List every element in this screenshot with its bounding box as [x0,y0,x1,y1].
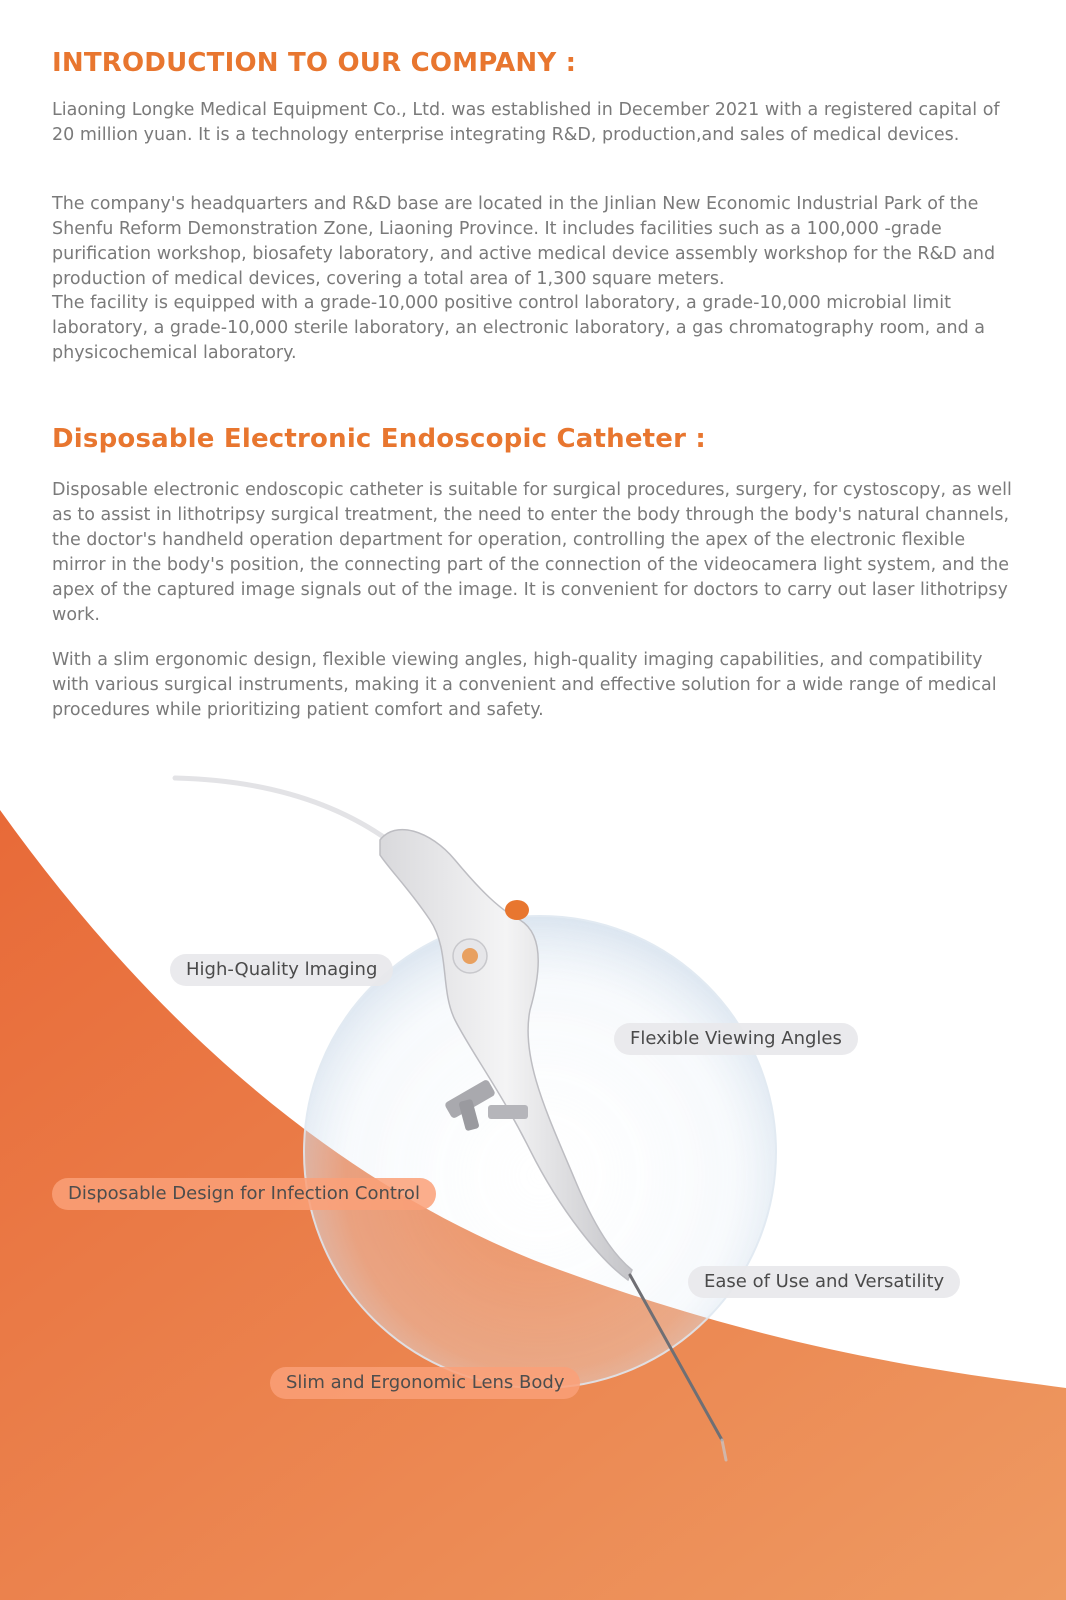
feature-label-ease-of-use: Ease of Use and Versatility [688,1266,960,1298]
intro-paragraph-3: The facility is equipped with a grade-10,000 positive control laboratory, a grade-10,000 microbial limit laboratory, a grade-10,000 sterile laboratory, an electronic laboratory, a gas chromatography room, and a physicochemical laboratory. [52,293,986,363]
feature-label-slim-body: Slim and Ergonomic Lens Body [270,1367,580,1399]
product-title: Disposable Electronic Endoscopic Catheter : [52,424,707,454]
feature-label-disposable-design: Disposable Design for Infection Control [52,1178,436,1210]
endoscope-cable [175,778,385,838]
feature-label-imaging: High-Quality lmaging [170,954,393,986]
product-paragraph-2: With a slim ergonomic design, flexible viewing angles, high-quality imaging capabilities, and compatibility with various surgical instruments, making it a convenient and effective solution for a wide range of medical procedures while prioritizing patient comfort and safety. [52,650,997,720]
intro-paragraph-2: The company's headquarters and R&D base are located in the Jinlian New Economic Industrial Park of the Shenfu Reform Demonstration Zone, Liaoning Province. It includes facilities such as a 100,000 -grade purification workshop, biosafety laboratory, and active medical device assembly workshop for the R&D and production of medical devices, covering a total area of 1,300 square meters. [52,194,996,289]
logo-emblem-center [462,948,478,964]
product-paragraph-1: Disposable electronic endoscopic catheter is suitable for surgical procedures, surgery, for cystoscopy, as well as to assist in lithotripsy surgical treatment, the need to enter the body through the body's natural channels, the doctor's handheld operation department for operation, controlling the apex of the electronic flexible mirror in the body's position, the connecting part of the connection of the videocamera light system, and the apex of the captured image signals out of the image. It is convenient for doctors to carry out laser lithotripsy work. [52,480,1012,625]
control-button-orange [505,900,529,920]
intro-title: INTRODUCTION TO OUR COMPANY : [52,48,577,78]
intro-paragraph-1: Liaoning Longke Medical Equipment Co., Ltd. was established in December 2021 with a registered capital of 20 million yuan. It is a technology enterprise integrating R&D, production,and sales of medical devices. [52,100,1000,145]
feature-label-viewing-angles: Flexible Viewing Angles [614,1023,858,1055]
